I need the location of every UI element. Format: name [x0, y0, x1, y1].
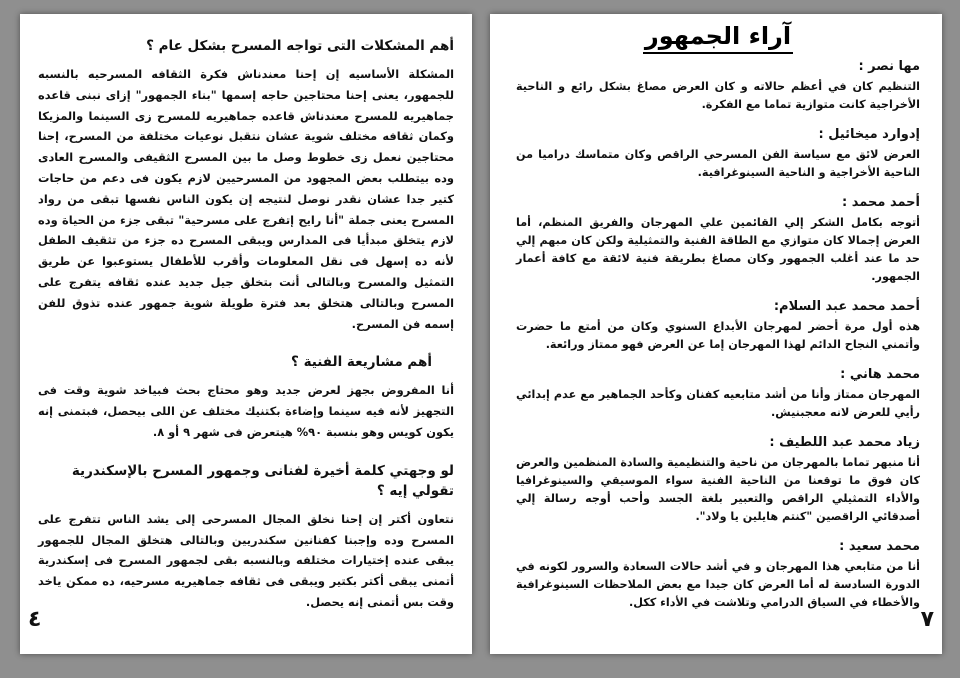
- answer-paragraph: نتعاون أكتر إن إحنا نخلق المجال المسرحى إلى يشد الناس تتفرج على المسرح وده وإجبنا كفنانين سكندريين وبالتالى هتخلق المجال للجمهور يبقى عنده إختيارات مختلفه وبالنسبه بقى لجمهور المسرح فى إسكندرية أتمنى يبقى أكتر بكتير ويبقى فى ثقافه جماهيريه مسرحيه، ده ممكن ياخد وقت بس أتمنى إنه يحصل.: [38, 511, 454, 609]
- audience-opinion: [516, 126, 920, 182]
- opinion-author: محمد هاني :: [840, 367, 920, 382]
- interview-section-final-word: [38, 461, 454, 613]
- opinion-text: التنظيم كان في أعظم حالاته و كان العرض مصاغ بشكل رائع و الناحية الأخراجية كانت متوازية تماما مع الفكرة.: [516, 80, 920, 111]
- opinion-text: أتوجه بكامل الشكر إلي القائمين علي المهرجان والفريق المنظم، أما العرض إجمالا كان متوازي مع الطاقة الفنية والتمثيلية ولكن كان مبهم إلي حد ما عند أغلب الجمهور وكان مصاغ بطريقة فنية لائقة مع كافة أعمار الجمهور.: [516, 216, 920, 283]
- answer-paragraph: أنا المفروض بجهز لعرض جديد وهو محتاج بحث فبياخد شوية وقت فى التجهيز لأنه فيه سينما وإضاءة بكتنيك مختلف عن اللى بيحصل، فبتمنى إنه يكون كويس وهو بنسبة ٩٠% هيتعرض فى شهر ٩ أو ٨.: [38, 383, 454, 439]
- title-underline: [643, 52, 793, 54]
- audience-opinion: [516, 434, 920, 526]
- opinion-text: أنا من متابعي هذا المهرجان و في أشد حالات السعادة والسرور لكونه في الدورة السادسة له أما العرض كان جيدا مع بعض الملاحظات السينوغرافية والأخطاء في السياق الدرامي وتلاشت في الأداء ككل.: [516, 560, 920, 609]
- opinion-author: إدوارد ميخائيل :: [818, 127, 920, 142]
- right-page: [490, 14, 942, 654]
- opinion-author: أحمد محمد :: [842, 195, 920, 210]
- page-number: ٤: [28, 607, 42, 632]
- answer-paragraph: المشكلة الأساسيه إن إحنا معندناش فكرة الثقافه المسرحيه بالنسبه للجمهور، يعنى إحنا محتاجين حاجه إسمها "بناء الجمهور" إزاى نبنى قاعده جماهيريه للمسرح معندناش قاعده جماهيريه للمسرح زى السينما والمزيكا وكمان ثقافه مختلف شوية عشان نتقبل نوعيات مختلفة من المسرح، إحنا محتاجين نعمل زى خطوط وصل ما بين المسرح الثقيفى والمسرح العادى وده بيتطلب بعض المجهود من المسرحيين لازم يكون فى دعم من حاجات كتير جدا عشان نقدر نوصل لنتيجه إن يكون الناس نفسها تبقى من رواد المسرح يعنى جملة "أنا رايح إتفرج على مسرحية" تبقى جزء من الحياة وده لازم يتخلق مبدأيا فى المدارس ويبقى المسرح ده جزء من تثقيف الطفل لأنه ده إسهل فى نقل المعلومات وأقرب للأطفال يستوعبوا عن طريق التمثيل والمسرح وبالتالى أنت بتخلق جيل جديد عنده ثقافه يتفرج على المسرح وبالتالى هتخلق بعد فترة طويلة شوية جمهور عنده تذوق للفن إسمه فن المسرح.: [38, 67, 454, 331]
- audience-opinion: [516, 366, 920, 422]
- page-number: ٧: [920, 607, 934, 632]
- opinion-author: مها نصر :: [858, 59, 920, 74]
- interview-section-problems: [38, 36, 454, 334]
- opinion-text: أنا منبهر تماما بالمهرجان من ناحية والتنظيمية والسادة المنظمين والعرض كان فوق ما توقعنا من الناحية الفنية سواء الموسيقي والسينوغرافيا والأداء التمثيلي الراقص والتعبير بلغة الجسد وأحب أوجه رسالة إلي أصدقائي الراقصين "كنتم هايلين يا ولاد".: [516, 456, 920, 523]
- audience-opinion: [516, 194, 920, 286]
- audience-opinion: [516, 298, 920, 354]
- opinion-text: المهرجان ممتاز وأنا من أشد متابعيه كفنان وكأحد الجماهير مع عدم إبدائي رأيي للعرض لانه معجبنيش.: [516, 388, 920, 419]
- opinion-author: محمد سعيد :: [839, 539, 920, 554]
- left-page: [20, 14, 472, 654]
- opinion-text: هذه أول مرة أحضر لمهرجان الأبداع السنوي وكان من أمتع ما حضرت وأتمني النجاح الدائم لهذا المهرجان إما عن العرض فهو ممتاز ورائعة.: [516, 320, 920, 351]
- question-heading: لو وجهتي كلمة أخيرة لفنانى وجمهور المسرح بالإسكندرية تقولي إيه ؟: [71, 462, 454, 499]
- page-title: آراء الجمهور: [644, 22, 792, 50]
- interview-section-projects: [38, 352, 454, 442]
- question-heading: أهم مشاريعة الفنية ؟: [291, 354, 432, 371]
- audience-opinion: [516, 538, 920, 612]
- opinion-author: زياد محمد عبد اللطيف :: [769, 435, 920, 450]
- opinion-author: أحمد محمد عبد السلام:: [773, 299, 920, 314]
- question-heading: أهم المشكلات التى تواجه المسرح بشكل عام ؟: [146, 38, 454, 54]
- opinion-text: العرض لائق مع سياسة الفن المسرحي الراقص وكان متماسك دراميا من الناحية الأخراجية و الناحية السينوغرافية.: [516, 148, 920, 179]
- audience-opinion: [516, 58, 920, 114]
